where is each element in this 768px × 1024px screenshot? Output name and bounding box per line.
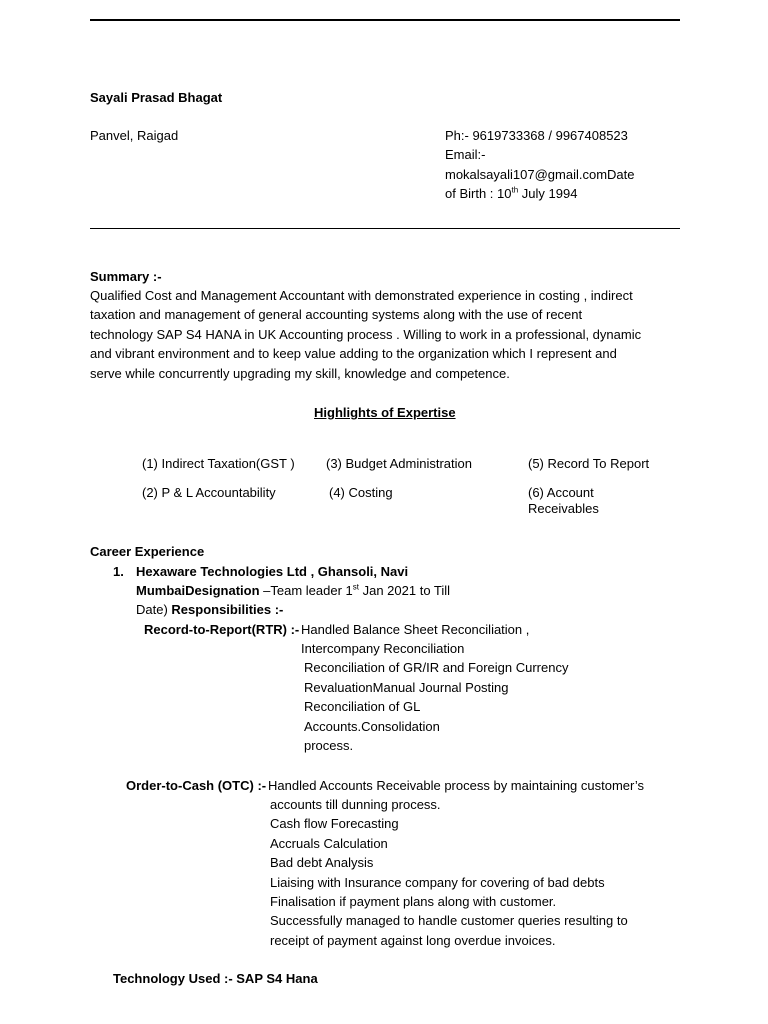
job-number: 1. [113, 564, 124, 579]
otc-item: receipt of payment against long overdue invoices. [270, 933, 556, 948]
designation-line: MumbaiDesignation –Team leader 1st Jan 2021 to Till [136, 582, 451, 598]
career-heading: Career Experience [90, 544, 205, 559]
email-label: Email:- [445, 147, 486, 162]
rtr-item: Handled Balance Sheet Reconciliation , [301, 622, 530, 637]
email-line: mokalsayali107@gmail.comDate [445, 167, 635, 182]
otc-item: Finalisation if payment plans along with customer. [270, 894, 557, 909]
highlight-item: (5) Record To Report [528, 456, 650, 471]
highlight-item: (1) Indirect Taxation(GST ) [142, 456, 295, 471]
top-rule [90, 19, 680, 21]
summary-line: taxation and management of general accounting systems along with the use of recent [90, 307, 583, 322]
otc-item: Successfully managed to handle customer queries resulting to [270, 913, 628, 928]
otc-item: Liaising with Insurance company for covering of bad debts [270, 875, 605, 890]
location: Panvel, Raigad [90, 128, 179, 143]
highlights-heading: Highlights of Expertise [314, 405, 456, 420]
otc-item: Handled Accounts Receivable process by maintaining customer’s [268, 778, 644, 793]
highlight-item: Receivables [528, 501, 599, 516]
highlight-item: (3) Budget Administration [326, 456, 472, 471]
phone-line: Ph:- 9619733368 / 9967408523 [445, 128, 628, 143]
technology-used: Technology Used :- SAP S4 Hana [113, 971, 318, 986]
highlight-item: (2) P & L Accountability [142, 485, 276, 500]
header-divider [90, 228, 680, 229]
responsibilities-line: Date) Responsibilities :- [136, 602, 284, 617]
company-line: Hexaware Technologies Ltd , Ghansoli, Navi [136, 564, 409, 579]
rtr-item: process. [304, 738, 354, 753]
candidate-name: Sayali Prasad Bhagat [90, 90, 223, 105]
otc-item: Cash flow Forecasting [270, 816, 399, 831]
summary-line: serve while concurrently upgrading my skill, knowledge and competence. [90, 366, 510, 381]
highlight-item: (6) Account [528, 485, 594, 500]
summary-line: Qualified Cost and Management Accountant with demonstrated experience in costing , indirect [90, 288, 633, 303]
otc-item: Bad debt Analysis [270, 855, 374, 870]
summary-heading: Summary :- [90, 269, 162, 284]
dob-line: of Birth : 10th July 1994 [445, 185, 578, 201]
summary-line: technology SAP S4 HANA in UK Accounting process . Willing to work in a professional, dynamic [90, 327, 642, 342]
highlight-item: (4) Costing [329, 485, 393, 500]
summary-line: and vibrant environment and to keep value adding to the organization which I represent and [90, 346, 617, 361]
otc-label: Order-to-Cash (OTC) :- [126, 778, 267, 793]
rtr-item: RevaluationManual Journal Posting [304, 680, 509, 695]
rtr-item: Intercompany Reconciliation [301, 641, 465, 656]
rtr-item: Reconciliation of GR/IR and Foreign Currency [304, 660, 569, 675]
rtr-item: Reconciliation of GL [304, 699, 421, 714]
otc-item: Accruals Calculation [270, 836, 388, 851]
otc-item: accounts till dunning process. [270, 797, 441, 812]
rtr-label: Record-to-Report(RTR) :- [144, 622, 300, 637]
rtr-item: Accounts.Consolidation [304, 719, 440, 734]
